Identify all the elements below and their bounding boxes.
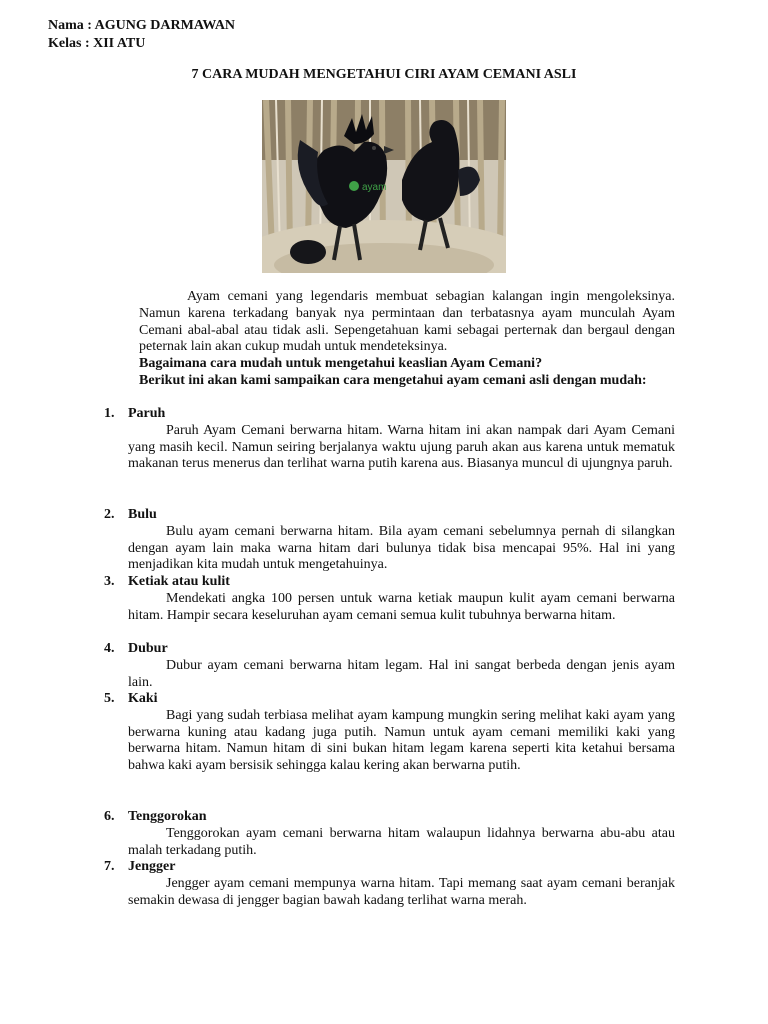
list-item-title: Tenggorokan bbox=[128, 809, 207, 824]
list-item-title: Kaki bbox=[128, 691, 158, 706]
list-item-text: Jengger ayam cemani mempunya warna hitam. Tapi memang saat ayam cemani beranjak semakin dewasa di jengger bagian bawah kadang terlihat warna merah. bbox=[128, 875, 675, 908]
intro-lead: Berikut ini akan kami sampaikan cara mengetahui ayam cemani asli dengan mudah: bbox=[139, 372, 647, 388]
list-item-number: 1. bbox=[104, 406, 115, 421]
list-item-number: 6. bbox=[104, 809, 115, 824]
list-item-title: Jengger bbox=[128, 859, 176, 874]
list-item-text: Bagi yang sudah terbiasa melihat ayam kampung mungkin sering melihat kaki ayam yang berwarna kuning atau kadang juga putih. Namun untuk ayam cemani memiliki kaki yang berwarna hitam. Namun hitam di sini bukan hitam legam karena seperti kita ketahui bersama bahwa kaki ayam bersisik sehingga kalau kering akan berwarna putih. bbox=[128, 707, 675, 774]
ayam-cemani-photo bbox=[262, 100, 506, 273]
list-item-text: Dubur ayam cemani berwarna hitam legam. Hal ini sangat berbeda dengan jenis ayam lain. bbox=[128, 657, 675, 690]
intro-paragraph: Ayam cemani yang legendaris membuat sebagian kalangan ingin mengoleksinya. Namun karena terkadang banyak nya permintaan dan terbatasnya ayam munculah Ayam Cemani abal-abal atau tidak asli. Sepengetahuan kami sebagai perternak dan bergaul dengan peternak lain akan cukup mudah untuk mendeteksinya. bbox=[139, 289, 675, 355]
watermark-logo-icon bbox=[349, 181, 359, 191]
list-item-text: Tenggorokan ayam cemani berwarna hitam walaupun lidahnya berwarna abu-abu atau malah terkadang putih. bbox=[128, 825, 675, 858]
photo-watermark: ayam bbox=[362, 182, 387, 193]
student-name: Nama : AGUNG DARMAWAN bbox=[48, 18, 236, 33]
list-item-number: 4. bbox=[104, 641, 115, 656]
list-item bbox=[104, 641, 675, 691]
list-item-text: Mendekati angka 100 persen untuk warna ketiak maupun kulit ayam cemani berwarna hitam. Hampir secara keseluruhan ayam cemani semua kulit tubuhnya berwarna hitam. bbox=[128, 590, 675, 623]
list-item-title: Bulu bbox=[128, 507, 157, 522]
list-item-title: Ketiak atau kulit bbox=[128, 574, 230, 589]
list-item-number: 2. bbox=[104, 507, 115, 522]
list-item bbox=[104, 574, 675, 624]
list-item bbox=[104, 809, 675, 859]
list-item-number: 5. bbox=[104, 691, 115, 706]
list-item-number: 7. bbox=[104, 859, 115, 874]
student-class: Kelas : XII ATU bbox=[48, 36, 146, 51]
list-item-title: Paruh bbox=[128, 406, 166, 421]
intro-question: Bagaimana cara mudah untuk mengetahui keaslian Ayam Cemani? bbox=[139, 356, 543, 372]
document-title: 7 CARA MUDAH MENGETAHUI CIRI AYAM CEMANI ASLI bbox=[191, 67, 577, 82]
list-item-number: 3. bbox=[104, 574, 115, 589]
ayam-cemani-illustration bbox=[262, 100, 506, 273]
list-item-text: Bulu ayam cemani berwarna hitam. Bila ayam cemani sebelumnya pernah di silangkan dengan ayam lain maka warna hitam dari bulunya tidak bisa mencapai 95%. Hal ini yang menjadikan kita mudah untuk mengetahuinya. bbox=[128, 523, 675, 573]
list-item bbox=[104, 406, 675, 473]
intro-section bbox=[139, 289, 675, 390]
list-item bbox=[104, 507, 675, 574]
list-item-title: Dubur bbox=[128, 641, 168, 656]
list-item bbox=[104, 691, 675, 775]
list-item bbox=[104, 859, 675, 909]
list-item-text: Paruh Ayam Cemani berwarna hitam. Warna hitam ini akan nampak dari Ayam Cemani yang masih kecil. Namun seiring berjalanya waktu ujung paruh akan aus karena untuk mematuk makanan terus menerus dan terlihat warna putih karena aus. Biasanya muncul di ujungnya paruh. bbox=[128, 422, 675, 472]
